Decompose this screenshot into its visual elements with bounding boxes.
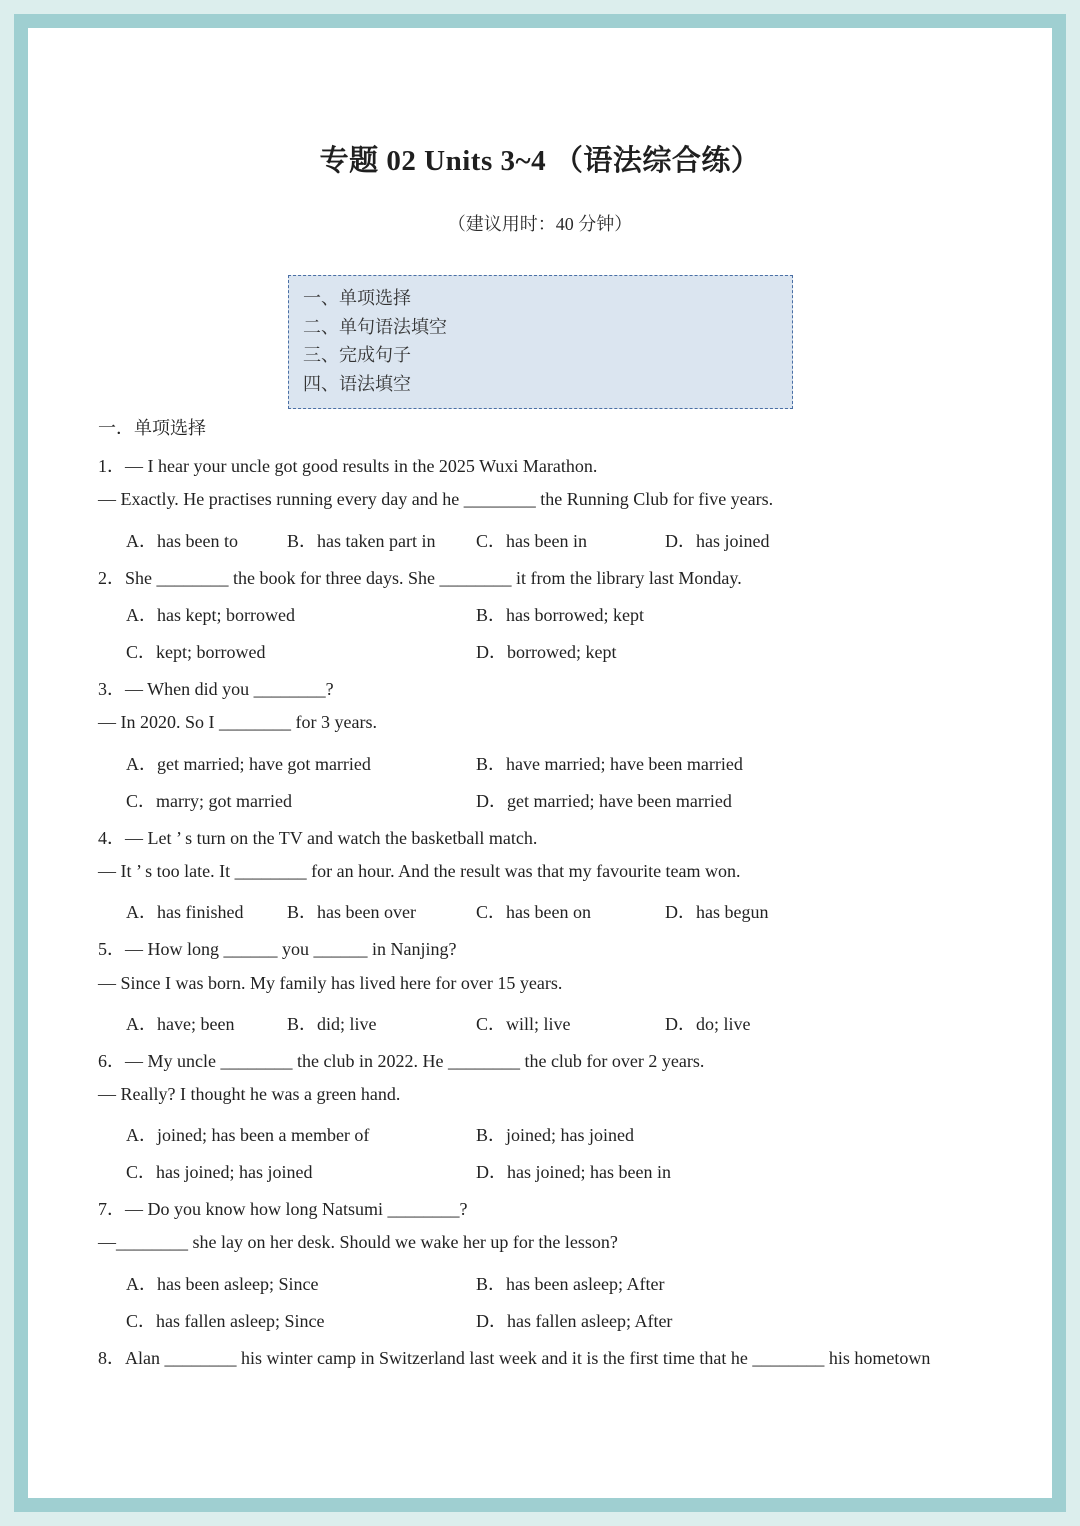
question-4-prompt: 4．— Let ’ s turn on the TV and watch the basketball match. — [98, 828, 538, 848]
question-7-option-c: C．has fallen asleep; Since — [126, 1311, 325, 1331]
question-7-response: —________ she lay on her desk. Should we wake her up for the lesson? — [98, 1232, 618, 1252]
suggested-time: （建议用时：40 分钟） — [447, 214, 633, 234]
question-4-option-a: A．has finished — [126, 902, 244, 922]
question-7-prompt: 7．— Do you know how long Natsumi ________? — [98, 1199, 468, 1219]
question-3-option-a: A．get married; have got married — [126, 754, 371, 774]
question-8-prompt: 8．Alan ________ his winter camp in Switzerland last week and it is the first time that he ________ his hometown — [98, 1348, 931, 1368]
toc-item: 三、完成句子 — [303, 345, 411, 365]
question-6-option-d: D．has joined; has been in — [476, 1162, 671, 1182]
question-2-option-a: A．has kept; borrowed — [126, 605, 295, 625]
question-6-option-c: C．has joined; has joined — [126, 1162, 313, 1182]
question-2-option-d: D．borrowed; kept — [476, 642, 617, 662]
question-4-option-b: B．has been over — [287, 902, 416, 922]
question-5-prompt: 5．— How long ______ you ______ in Nanjing? — [98, 939, 457, 959]
question-6-prompt: 6．— My uncle ________ the club in 2022. He ________ the club for over 2 years. — [98, 1051, 705, 1071]
question-3-option-b: B．have married; have been married — [476, 754, 743, 774]
question-6-option-a: A．joined; has been a member of — [126, 1125, 370, 1145]
question-3-response: — In 2020. So I ________ for 3 years. — [98, 712, 377, 732]
section-heading: 一．单项选择 — [98, 418, 206, 438]
question-5-response: — Since I was born. My family has lived here for over 15 years. — [98, 973, 563, 993]
question-6-option-b: B．joined; has joined — [476, 1125, 634, 1145]
question-1-option-c: C．has been in — [476, 531, 587, 551]
question-2-option-c: C．kept; borrowed — [126, 642, 266, 662]
toc-item: 二、单句语法填空 — [303, 316, 447, 337]
question-3-prompt: 3．— When did you ________? — [98, 679, 334, 699]
question-5-option-c: C．will; live — [476, 1014, 571, 1034]
toc-item: 一、单项选择 — [303, 288, 411, 308]
question-1-option-b: B．has taken part in — [287, 531, 436, 551]
question-7-option-a: A．has been asleep; Since — [126, 1274, 319, 1294]
question-1-option-a: A．has been to — [126, 531, 238, 551]
question-1-response: — Exactly. He practises running every day and he ________ the Running Club for five years. — [98, 489, 774, 509]
toc-item: 四、语法填空 — [303, 373, 411, 394]
question-1-option-d: D．has joined — [665, 531, 770, 551]
question-5-option-d: D．do; live — [665, 1014, 751, 1034]
question-3-option-d: D．get married; have been married — [476, 791, 732, 811]
question-7-option-d: D．has fallen asleep; After — [476, 1311, 673, 1331]
page-title: 专题 02 Units 3~4 （语法综合练） — [319, 145, 761, 177]
question-6-response: — Really? I thought he was a green hand. — [98, 1084, 401, 1104]
question-4-option-c: C．has been on — [476, 902, 591, 922]
question-5-option-a: A．have; been — [126, 1014, 235, 1034]
question-5-option-b: B．did; live — [287, 1014, 377, 1034]
question-7-option-b: B．has been asleep; After — [476, 1274, 665, 1294]
question-4-option-d: D．has begun — [665, 902, 769, 922]
question-4-response: — It ’ s too late. It ________ for an hour. And the result was that my favourite team won. — [98, 861, 741, 881]
table-of-contents — [288, 275, 793, 409]
question-2-option-b: B．has borrowed; kept — [476, 605, 644, 625]
question-1-prompt: 1．— I hear your uncle got good results in the 2025 Wuxi Marathon. — [98, 456, 598, 476]
question-2-prompt: 2．She ________ the book for three days. She ________ it from the library last Monday. — [98, 568, 742, 588]
question-3-option-c: C．marry; got married — [126, 791, 292, 811]
